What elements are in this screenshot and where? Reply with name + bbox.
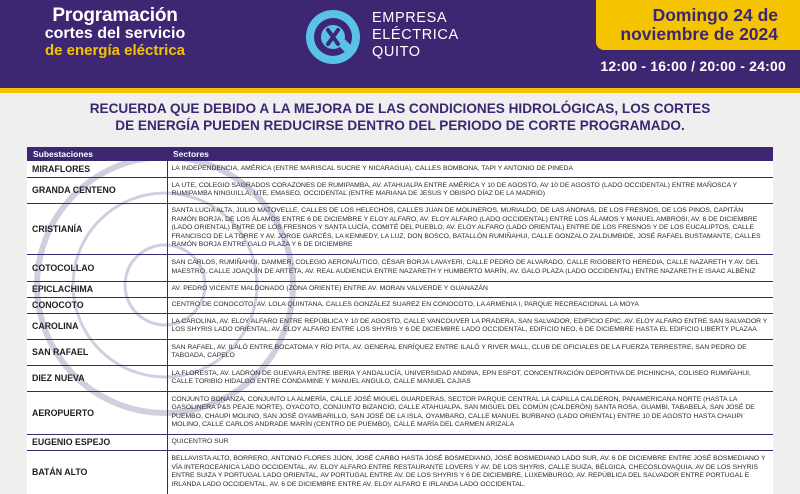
notice-line-2: DE ENERGÍA PUEDEN REDUCIRSE DENTRO DEL PERIODO DE CORTE PROGRAMADO. <box>115 118 685 133</box>
sectors-text: LA FLORESTA, AV. LADRÓN DE GUEVARA ENTRE IBERIA Y ANDALUCÍA, UNIVERSIDAD ANDINA, EPN ESFOT, CONCENTRACIÓN DEPORTIVA DE PICHINCHA, COLISEO RUMIÑAHUI, CALLE TORIBIO HIDALGO ENTRE CONDAMINE Y MANUEL ANGULO, CALLE MANUEL CAJIAS <box>167 365 773 391</box>
substation-name: GRANDA CENTENO <box>27 177 167 203</box>
brand-name <box>372 10 459 61</box>
table-row <box>27 281 773 297</box>
sectors-text: LA CAROLINA, AV. ELOY ALFARO ENTRE REPÚBLICA Y 10 DE AGOSTO, CALLE VANCOUVER LA PRADERA, SAN SALVADOR, EDIFICIO EPIC, AV. ELOY ALFARO ENTRE SAN SALVADOR Y LOS SHYRIS LADO ORIENTAL, AV. ELOY ALFARO ENTRE LOS SHYRIS Y 6 DE DICIEMBRE LADO OCCIDENTAL, EDIFICIO NEO, 6 DE DICIEMBRE HASTA EL EDIFICIO LIBERTY PLAZAA <box>167 313 773 339</box>
sectors-text: LA UTE, COLEGIO SAGRADOS CORAZONES DE RUMIPAMBA, AV. ATAHUALPA ENTRE AMÉRICA Y 10 DE AGOSTO, AV 10 DE AGOSTO (LADO OCCIDENTAL) ENTRE MAÑOSCA Y RUMIPAMBA NINGUILLA, UTE, EMASEO, OCCIDENTAL (ENTRE MARIANA DE JESUS Y OBISPO DÍAZ DE LA MADRID) <box>167 177 773 203</box>
date-line-2: noviembre de 2024 <box>620 24 778 44</box>
sectors-text: QUICENTRO SUR <box>167 434 773 450</box>
substation-name: AEROPUERTO <box>27 391 167 434</box>
substation-name: CONOCOTO <box>27 297 167 313</box>
eeq-logo-icon <box>302 6 364 68</box>
table-row <box>27 434 773 450</box>
substation-name: COTOCOLLAO <box>27 254 167 281</box>
table-row <box>27 203 773 254</box>
substation-name: BATÁN ALTO <box>27 450 167 494</box>
table-row <box>27 254 773 281</box>
table-row <box>27 339 773 365</box>
notice-message <box>0 100 800 134</box>
brand-line-3: QUITO <box>372 44 421 60</box>
cut-times: 12:00 - 16:00 / 20:00 - 24:00 <box>600 58 786 74</box>
table-row <box>27 177 773 203</box>
date-text <box>620 6 778 44</box>
substation-name: EPICLACHIMA <box>27 281 167 297</box>
title-line-2: cortes del servicio <box>44 25 186 42</box>
table-row <box>27 365 773 391</box>
header-banner <box>0 0 800 88</box>
sectors-text: BELLAVISTA ALTO, BORRERO, ANTONIO FLORES JIJON, JOSÉ CARBO HASTA JOSÉ BOSMEDIANO, JOSÉ BOSMEDIANO LADO SUR, AV. 6 DE DICIEMBRE ENTRE JOSÉ BOSMEDIANO Y VÍA INTEROCEANICA LADO OCCIDENTAL, AV. ELOY ALFARO ENTRE RESTAURANTE LOVERS Y AV. DE LOS SHYRIS, CALLE SUIZA, BÉLGICA, CHECOSLOVAQUIA, AV DE LOS SHYRIS ENTRE SUIZA Y PORTUGAL LADO ORIENTAL, AV PORTUGAL ENTRE AV. DE LOS SHYRIS Y 6 DE DICIEMBRE, LUXEMBURGO, AV. REPÚBLICA DEL SALVADOR ENTRE PORTUGAL E IRLANDA LADO OCCIDENTAL, AV. 6 DE DICIEMBRE ENTRE AV. ELOY ALFARO E IRLANDA LADO OCCIDENTAL. <box>167 450 773 494</box>
substation-name: CAROLINA <box>27 313 167 339</box>
substation-name: CRISTIANÍA <box>27 203 167 254</box>
sectors-text: SAN CARLOS, RUMIÑAHUI, DAMMER, COLEGIO AERONÁUTICO, CÉSAR BORJA LAVAYERI, CALLE PEDRO DE ALVARADO, CALLE RIGOBERTO HEREDIA, CALLE NAZARETH Y AV. DEL MAESTRO, CALLE JOAQUÍN DE ARTETA, AV. REAL AUDIENCIA ENTRE NAZARETH Y HUMBERTO MARÍN, AV. GALO PLAZA (LADO OCCIDENTAL) ENTRE NAZARETH E ISAAC ALBÉNIZ <box>167 254 773 281</box>
schedule-table <box>27 147 773 494</box>
program-title <box>30 6 200 58</box>
notice-line-1: RECUERDA QUE DEBIDO A LA MEJORA DE LAS CONDICIONES HIDROLÓGICAS, LOS CORTES <box>89 101 711 116</box>
substation-name: DIEZ NUEVA <box>27 365 167 391</box>
table-row <box>27 313 773 339</box>
brand-line-2: ELÉCTRICA <box>372 27 459 43</box>
substation-name: MIRAFLORES <box>27 161 167 177</box>
header-subestaciones: Subestaciones <box>27 147 167 161</box>
title-line-1: Programación <box>52 5 178 26</box>
sectors-text: SAN RAFAEL, AV. ILALÓ ENTRE BOCATOMA Y RÍO PITA, AV. GENERAL ENRÍQUEZ ENTRE ILALÓ Y RIVER MALL, CLUB DE OFICIALES DE LA FUERZA TERRESTRE, SAN PEDRO DE TABOADA, CAPELO <box>167 339 773 365</box>
sectors-text: CENTRO DE CONOCOTO, AV. LOLA QUINTANA, CALLES GONZÁLEZ SUAREZ EN CONOCOTO, LA ARMENIA I, PARQUE RECREACIONAL LA MOYA <box>167 297 773 313</box>
sectors-text: CONJUNTO BONANZA, CONJUNTO LA ALMERÍA, CALLE JOSÉ MIGUEL GUARDERAS, SECTOR PARQUE CENTRAL LA CAPILLA CALDERON, PANAMERICANA NORTE (HASTA LA GASOLINERA P&S PEAJE NORTE), OYACOTO, CONJUNTO BIZANCIO, CALLE ATAHUALPA, SAN MIGUEL DEL COMÚN (CALDERÓN) SANTA ROSA, GUAMBI, TABABELA, SAN JOSÉ DE PUEMBO, CHAUPI MOLINO, SAN JOSÉ OYAMBARILLO, SAN JOSÉ DE LA ISLA, OYAMBARO, CALLE MANUEL BURBANO (LADO ORIENTAL) ENTRE 10 DE AGOSTO HASTA CHAUPI MOLINO, CALLE CARLOS ANDRADE MARÍN (CENTRO DE PUEMBO), CALLE MARÍA DEL CARMEN ARIZALA <box>167 391 773 434</box>
sectors-text: AV. PEDRO VICENTE MALDONADO (ZONA ORIENTE) ENTRE AV. MORAN VALVERDE Y GUANAZÁN <box>167 281 773 297</box>
table-row <box>27 297 773 313</box>
table-row <box>27 161 773 177</box>
header-sectores: Sectores <box>167 147 773 161</box>
sectors-text: SANTA LUCIA ALTA, JULIO MATOVELLE, CALLES DE LOS HELECHOS, CALLES JUAN DE MOLINEROS, MURIALDO, DE LAS ANONAS, DE LOS FRESNOS, DE LOS PINOS, CAPITÁN RAMÓN BORJA, DE LOS ÁLAMOS ENTRE 6 DE DICIEMBRE Y ELOY ALFARO, AV. ELOY ALFARO (LADO OCCIDENTAL) ENTRE LOS ÁLAMOS Y MANUEL AMBROSI, AV. 6 DE DICIEMBRE (LADO ORIENTAL) ENTRE DE LOS FRESNOS Y SANTA LUCÍA, COMITÉ DEL PUEBLO, AV. ELOY ALFARO (LADO ORIENTAL) ENTRE DE LOS FRESNOS Y DE LOS EUCALIPTOS, CALLE FRANCISCO DE LA TORRE Y AV. JORGE GARCÉS, LA KENNEDY, LA LUZ, DON BOSCO, BATALLÓN RUMIÑAHUI, CALLE GONZALO ZALDUMBIDE, JOSÉ RAFAEL BUSTAMANTE, CALLES RAMÓN BORJA ENTRE GALO PLAZA Y 6 DE DICIEMBRE <box>167 203 773 254</box>
sectors-text: LA INDEPENDENCIA, AMÉRICA (ENTRE MARISCAL SUCRE Y NICARAGUA), CALLES BOMBONA, TAPI Y ANTONIO DE PINEDA <box>167 161 773 177</box>
substation-name: SAN RAFAEL <box>27 339 167 365</box>
brand-line-1: EMPRESA <box>372 10 448 26</box>
table-header-row <box>27 147 773 161</box>
table-row <box>27 450 773 494</box>
title-line-3: de energía eléctrica <box>44 42 186 59</box>
substation-name: EUGENIO ESPEJO <box>27 434 167 450</box>
date-line-1: Domingo 24 de <box>652 5 778 25</box>
table-row <box>27 391 773 434</box>
date-badge <box>596 0 800 50</box>
